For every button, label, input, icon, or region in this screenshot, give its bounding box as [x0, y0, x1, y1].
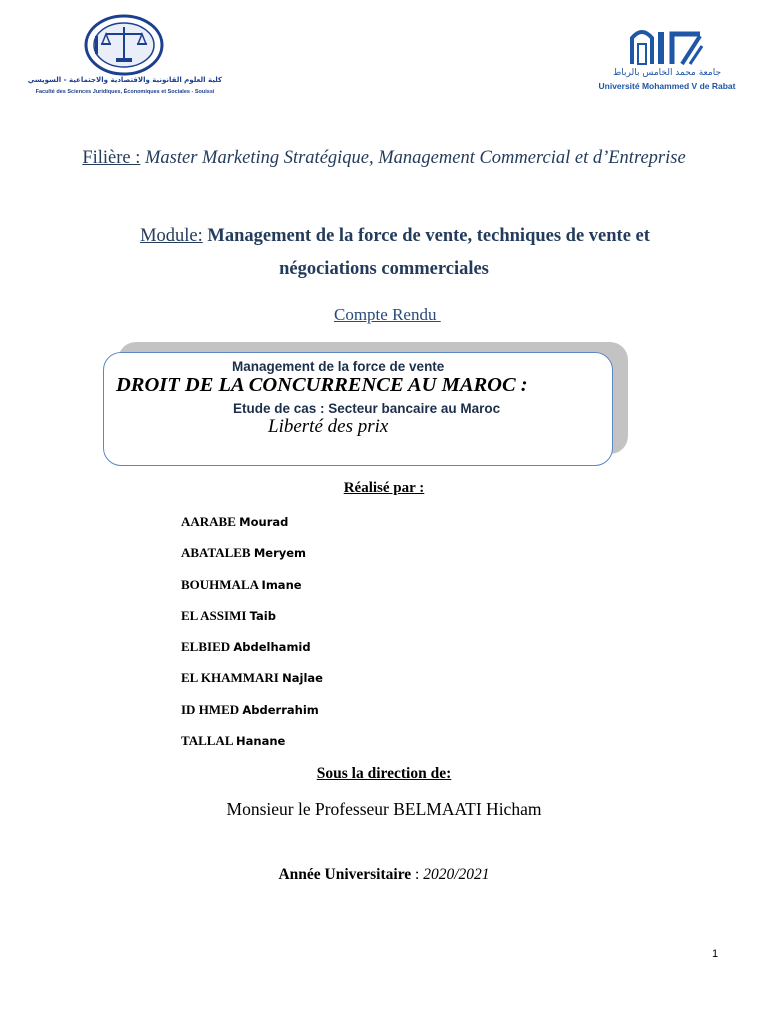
report-subtitle: Etude de cas : Secteur bancaire au Maroc — [233, 401, 501, 416]
filiere-label: Filière : — [82, 148, 141, 168]
faculty-name-french: Faculté des Sciences Juridiques, Économiques et Sociales - Souissi — [35, 89, 215, 95]
academic-year-value: 2020/2021 — [423, 866, 490, 883]
realise-par-label: Réalisé par : — [343, 480, 425, 496]
author-item: ELBIED Abdelhamid — [181, 639, 311, 655]
faculty-name-arabic: كلية العلوم القانونية والاقتصادية والاجتماعية - السويسي — [27, 76, 222, 84]
authors-list — [181, 514, 323, 764]
module-line — [0, 226, 768, 247]
faculty-seal-icon — [82, 14, 166, 76]
filiere-line — [0, 148, 768, 169]
module-value-line1: Management de la force de vente, techniques de vente et — [202, 226, 650, 246]
author-item: AARABE Mourad — [181, 514, 289, 529]
academic-year: Année Universitaire : 2020/2021 — [278, 866, 490, 883]
compte-rendu-heading: Compte Rendu — [334, 305, 441, 324]
module-label: Module: — [140, 226, 203, 246]
report-subtitle-2: Liberté des prix — [268, 416, 389, 437]
module-value-line2: négociations commerciales — [279, 259, 489, 279]
author-item: EL ASSIMI Taib — [181, 607, 276, 623]
author-item: EL KHAMMARI Najlae — [181, 670, 323, 686]
faculty-logo — [28, 14, 222, 98]
author-item: TALLAL Hanane — [181, 733, 286, 749]
university-emblem-icon — [626, 24, 706, 66]
university-name-arabic: جامعة محمد الخامس بالرباط — [612, 68, 722, 78]
title-box-module: Management de la force de vente — [232, 359, 445, 374]
direction-label: Sous la direction de: — [316, 765, 452, 782]
report-title: DROIT DE LA CONCURRENCE AU MAROC : — [116, 374, 528, 396]
author-item: ABATALEB Meryem — [181, 545, 307, 561]
professor-name: Monsieur le Professeur BELMAATI Hicham — [226, 799, 542, 819]
filiere-value: Master Marketing Stratégique, Management Commercial et d’Entreprise — [140, 148, 686, 168]
university-logo — [576, 24, 758, 94]
page-number: 1 — [712, 948, 719, 960]
author-item: ID HMED Abderrahim — [181, 701, 319, 717]
author-item: BOUHMALA Imane — [181, 576, 302, 592]
university-name-french: Université Mohammed V de Rabat — [598, 81, 736, 91]
academic-year-label: Année Universitaire — [278, 866, 412, 883]
